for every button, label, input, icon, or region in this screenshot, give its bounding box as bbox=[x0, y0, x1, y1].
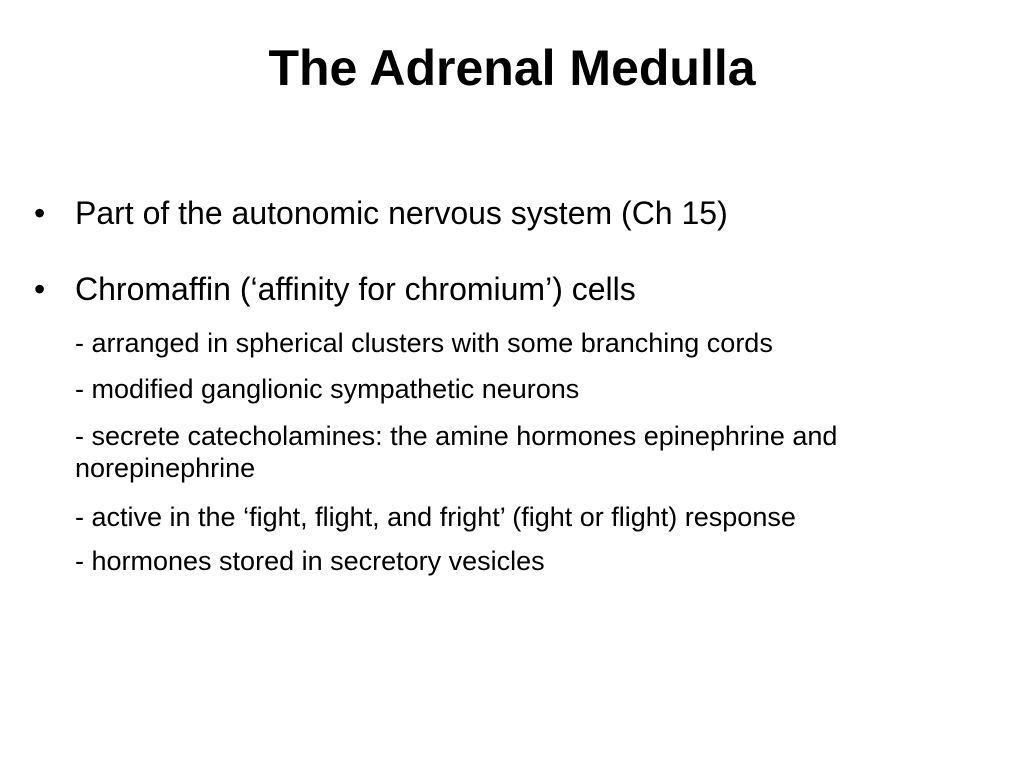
bullet-text: Chromaffin (‘affinity for chromium’) cells bbox=[75, 271, 636, 307]
sub-bullet-item: - active in the ‘fight, flight, and fright’ (fight or flight) response bbox=[75, 502, 796, 532]
sub-bullet-item: - secrete catecholamines: the amine hormones epinephrine and norepinephrine bbox=[75, 421, 838, 483]
bullet-icon: • bbox=[34, 271, 46, 307]
bullet-item bbox=[34, 194, 728, 232]
sub-bullet-item: - arranged in spherical clusters with some branching cords bbox=[75, 328, 773, 358]
bullet-icon: • bbox=[34, 195, 46, 231]
sub-bullet-item: - modified ganglionic sympathetic neurons bbox=[75, 374, 580, 404]
bullet-item bbox=[34, 270, 636, 308]
bullet-text: Part of the autonomic nervous system (Ch 15) bbox=[75, 195, 728, 231]
slide-title: The Adrenal Medulla bbox=[268, 40, 756, 96]
sub-bullet-item: - hormones stored in secretory vesicles bbox=[75, 546, 545, 576]
